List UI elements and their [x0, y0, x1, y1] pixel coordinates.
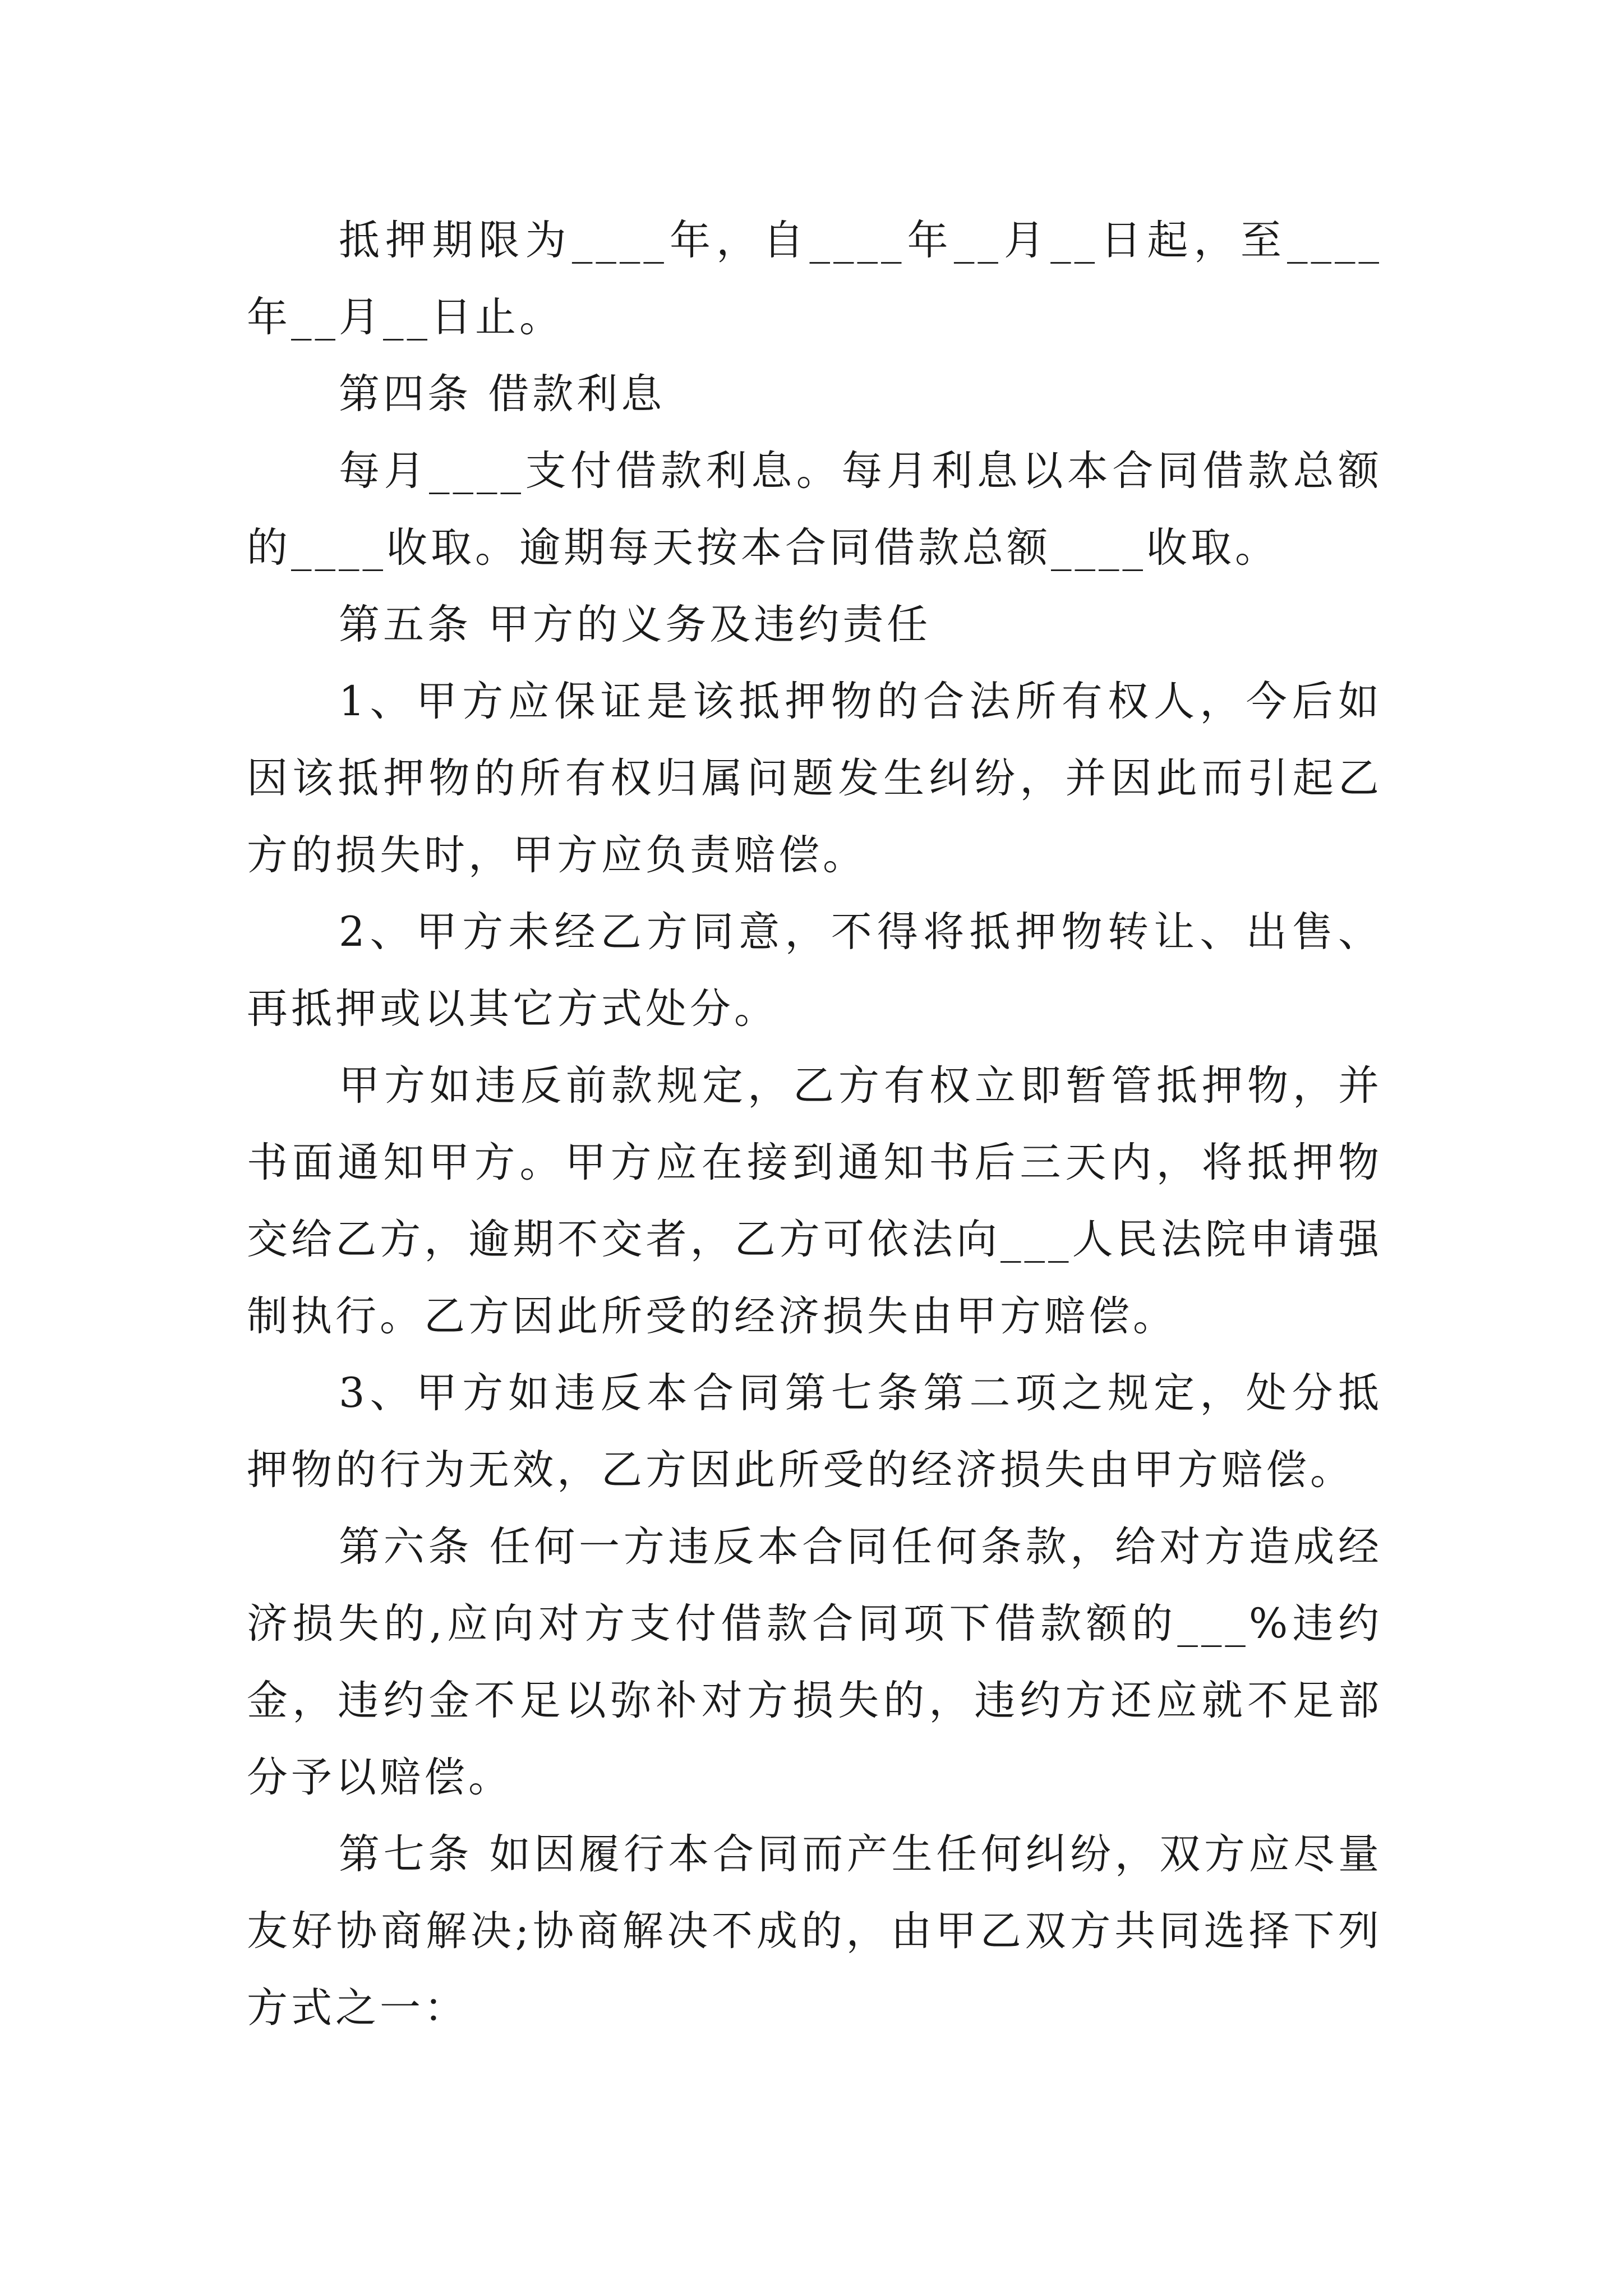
paragraph-mortgage-term: 抵押期限为____年，自____年__月__日起，至____年__月__日止。 — [247, 217, 1382, 341]
paragraph-clause-2: 2、甲方未经乙方同意，不得将抵押物转让、出售、再抵押或以其它方式处分。 — [247, 908, 1382, 1033]
paragraph-clause-1: 1、甲方应保证是该抵押物的合法所有权人，今后如因该抵押物的所有权归属问题发生纠纷，并因此而引起乙方的损失时，甲方应负责赔偿。 — [247, 678, 1382, 879]
paragraph-article-6: 第六条 任何一方违反本合同任何条款，给对方造成经济损失的,应向对方支付借款合同项下借款额的___%违约金，违约金不足以弥补对方损失的，违约方还应就不足部分予以赔偿。 — [247, 1523, 1382, 1801]
document-body — [247, 202, 1382, 2046]
heading-article-4: 第四条 借款利息 — [339, 370, 666, 418]
paragraph-loan-interest: 每月____支付借款利息。每月利息以本合同借款总额的____收取。逾期每天按本合同借款总额____收取。 — [247, 447, 1382, 572]
paragraph-article-7: 第七条 如因履行本合同而产生任何纠纷，双方应尽量友好协商解决;协商解决不成的，由甲乙双方共同选择下列方式之一： — [247, 1830, 1382, 2032]
paragraph-clause-3: 3、甲方如违反本合同第七条第二项之规定，处分抵押物的行为无效，乙方因此所受的经济损失由甲方赔偿。 — [247, 1369, 1382, 1494]
paragraph-clause-2-breach: 甲方如违反前款规定，乙方有权立即暂管抵押物，并书面通知甲方。甲方应在接到通知书后三天内，将抵押物交给乙方，逾期不交者，乙方可依法向___人民法院申请强制执行。乙方因此所受的经济损失由甲方赔偿。 — [247, 1062, 1382, 1340]
heading-article-5: 第五条 甲方的义务及违约责任 — [339, 601, 932, 648]
